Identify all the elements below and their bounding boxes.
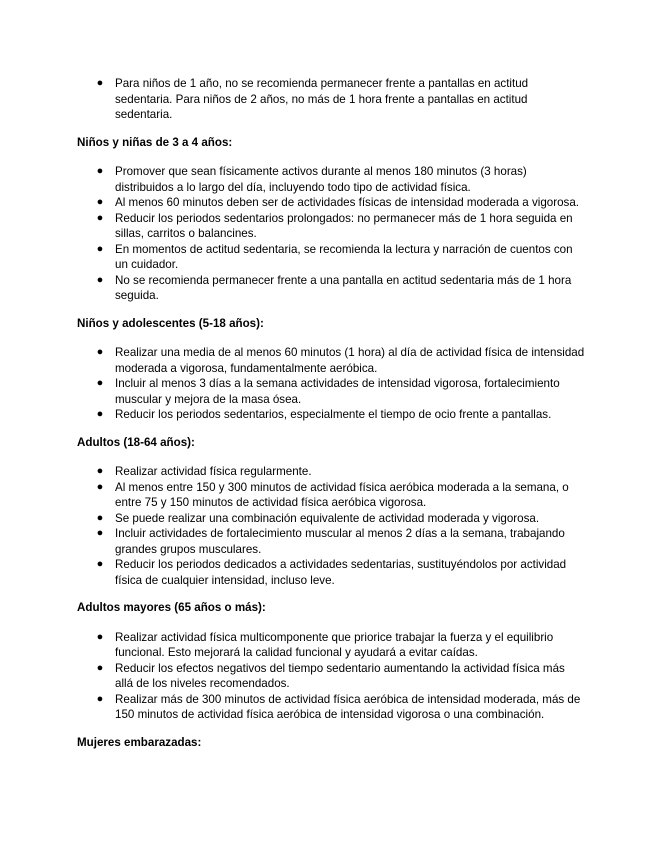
bullet-icon: ●	[96, 630, 104, 643]
list-item-text: Reducir los periodos dedicados a actividades sedentarias, sustituyéndolos por actividad física de cualquier intensidad, incluso leve.	[115, 558, 567, 587]
list-item	[96, 661, 585, 692]
bullet-list-infants	[77, 76, 585, 123]
list-item	[96, 211, 585, 242]
list-item-text: Incluir actividades de fortalecimiento muscular al menos 2 días a la semana, trabajando grandes grupos musculares.	[115, 527, 565, 556]
list-item	[96, 480, 585, 511]
list-item	[96, 692, 585, 723]
bullet-list-3-4	[77, 164, 585, 304]
list-item	[96, 407, 585, 423]
list-item	[96, 273, 585, 304]
list-item	[96, 242, 585, 273]
list-item-text: Realizar una media de al menos 60 minutos (1 hora) al día de actividad física de intensidad moderada a vigorosa, fundamentalmente aeróbica.	[115, 346, 585, 375]
section-heading-5-18: Niños y adolescentes (5-18 años):	[77, 316, 264, 330]
list-item	[96, 526, 585, 557]
list-item-text: Reducir los periodos sedentarios, especialmente el tiempo de ocio frente a pantallas.	[115, 408, 552, 421]
bullet-icon: ●	[96, 692, 104, 705]
bullet-icon: ●	[96, 211, 104, 224]
bullet-icon: ●	[96, 465, 104, 477]
list-item-text: Se puede realizar una combinación equivalente de actividad moderada y vigorosa.	[115, 511, 540, 525]
list-item-text: Promover que sean físicamente activos durante al menos 180 minutos (3 horas) distribuidos a lo largo del día, incluyendo todo tipo de actividad física.	[115, 165, 527, 194]
bullet-icon: ●	[96, 511, 104, 524]
bullet-list-older-adults	[77, 630, 585, 723]
list-item	[96, 511, 585, 527]
section-heading-pregnant-women: Mujeres embarazadas:	[77, 735, 202, 749]
list-item	[96, 376, 585, 407]
section-heading-3-4: Niños y niñas de 3 a 4 años:	[77, 135, 233, 149]
list-item-text: Al menos 60 minutos deben ser de actividades físicas de intensidad moderada a vigorosa.	[115, 196, 580, 209]
list-item	[96, 164, 585, 195]
bullet-icon: ●	[96, 346, 104, 358]
bullet-icon: ●	[96, 273, 104, 286]
list-item-text: Para niños de 1 año, no se recomienda permanecer frente a pantallas en actitud sedentaria. Para niños de 2 años, no más de 1 hora frente a pantallas en actitud sedentaria.	[115, 77, 529, 121]
bullet-icon: ●	[96, 661, 104, 674]
list-item-text: Reducir los periodos sedentarios prolongados: no permanecer más de 1 hora seguida en sillas, carritos o balancines.	[115, 211, 573, 240]
list-item-text: Realizar actividad física multicomponente que priorice trabajar la fuerza y el equilibrio funcional. Esto mejorará la calidad funcional y ayudará a evitar caídas.	[115, 630, 554, 659]
bullet-list-adults	[77, 464, 585, 588]
section-heading-adults: Adultos (18-64 años):	[77, 435, 195, 449]
list-item-text: No se recomienda permanecer frente a una pantalla en actitud sedentaria más de 1 hora seguida.	[115, 273, 572, 302]
list-item-text: Reducir los efectos negativos del tiempo sedentario aumentando la actividad física más allá de los niveles recomendados.	[115, 661, 565, 690]
bullet-icon: ●	[96, 527, 104, 539]
list-item	[96, 76, 585, 123]
bullet-icon: ●	[96, 377, 104, 389]
bullet-icon: ●	[96, 242, 104, 255]
bullet-icon: ●	[96, 558, 104, 570]
list-item	[96, 630, 585, 661]
bullet-icon: ●	[96, 196, 104, 208]
list-item-text: Realizar actividad física regularmente.	[115, 465, 312, 478]
bullet-icon: ●	[96, 77, 104, 89]
list-item-text: Realizar más de 300 minutos de actividad física aeróbica de intensidad moderada, más de 150 minutos de actividad física aeróbica de intensidad vigorosa o una combinación.	[115, 692, 581, 721]
section-heading-older-adults: Adultos mayores (65 años o más):	[77, 601, 266, 614]
bullet-list-5-18	[77, 345, 585, 423]
list-item	[96, 345, 585, 376]
list-item-text: Al menos entre 150 y 300 minutos de actividad física aeróbica moderada a la semana, o entre 75 y 150 minutos de actividad física aeróbica vigorosa.	[115, 480, 569, 509]
bullet-icon: ●	[96, 480, 104, 493]
list-item	[96, 557, 585, 588]
list-item-text: En momentos de actitud sedentaria, se recomienda la lectura y narración de cuentos con un cuidador.	[115, 242, 573, 271]
list-item	[96, 464, 585, 480]
bullet-icon: ●	[96, 165, 104, 177]
list-item-text: Incluir al menos 3 días a la semana actividades de intensidad vigorosa, fortalecimiento muscular y mejora de la masa ósea.	[115, 377, 560, 406]
list-item	[96, 195, 585, 211]
bullet-icon: ●	[96, 408, 104, 420]
